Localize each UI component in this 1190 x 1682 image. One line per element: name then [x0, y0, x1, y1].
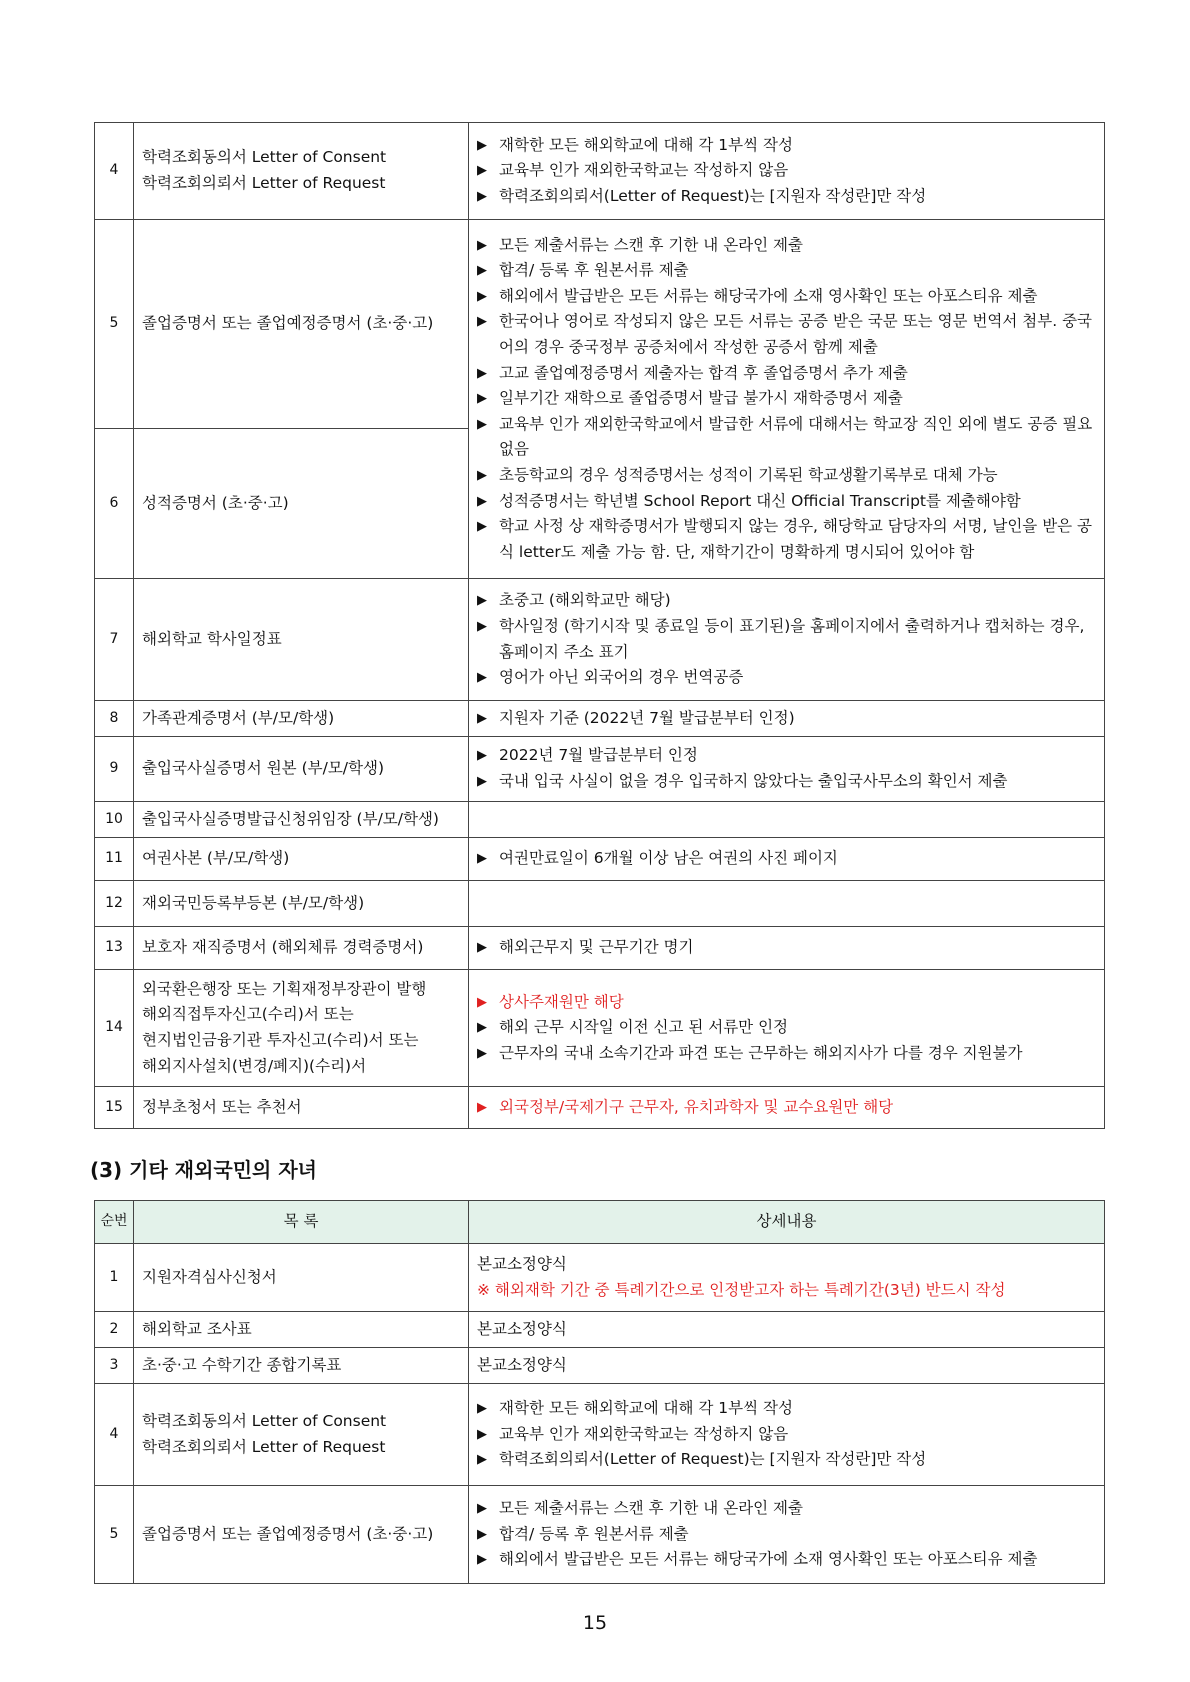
row-number: 14: [95, 970, 134, 1087]
table-row: [95, 579, 1105, 701]
list-item: ▶ 교육부 인가 재외한국학교는 작성하지 않음: [477, 1424, 789, 1443]
document-name: 졸업증명서 또는 졸업예정증명서 (초·중·고): [134, 220, 469, 429]
table-row: [95, 1087, 1105, 1129]
table-row: [95, 1348, 1105, 1384]
document-details: 본교소정양식 ※ 해외재학 기간 중 특례기간으로 인정받고자 하는 특례기간(3년) 반드시 작성: [469, 1244, 1105, 1312]
document-name: 여권사본 (부/모/학생): [134, 838, 469, 881]
list-item: ▶ 교육부 인가 재외한국학교에서 발급한 서류에 대해서는 학교장 직인 외에 별도 공증 필요 없음: [477, 414, 1093, 459]
table-row: [95, 701, 1105, 737]
list-item: ▶ 학사일정 (학기시작 및 종료일 등이 표기된)을 홈페이지에서 출력하거나 캡처하는 경우, 홈페이지 주소 표기: [477, 616, 1085, 661]
list-item: ▶ 일부기간 재학으로 졸업증명서 발급 불가시 재학증명서 제출: [477, 389, 903, 408]
document-details: [469, 701, 1105, 737]
document-details: [469, 123, 1105, 220]
list-item: ▶ 영어가 아닌 외국어의 경우 번역공증: [477, 668, 744, 687]
list-item: ▶ 초중고 (해외학교만 해당): [477, 591, 671, 610]
table-row: [95, 881, 1105, 927]
list-item: ▶ 2022년 7월 발급분부터 인정: [477, 746, 698, 765]
list-item: ▶ 해외에서 발급받은 모든 서류는 해당국가에 소재 영사확인 또는 아포스티유 제출: [477, 286, 1038, 305]
document-name: 보호자 재직증명서 (해외체류 경력증명서): [134, 927, 469, 970]
table-row: [95, 927, 1105, 970]
table-row: [95, 220, 1105, 429]
table-row: [95, 802, 1105, 838]
row-number: 7: [95, 579, 134, 701]
table-row: [95, 838, 1105, 881]
document-name: 졸업증명서 또는 졸업예정증명서 (초·중·고): [134, 1486, 469, 1584]
table-header-row: [95, 1201, 1105, 1244]
document-details: 본교소정양식: [469, 1312, 1105, 1348]
document-details: [469, 970, 1105, 1087]
list-item: ▶ 합격/ 등록 후 원본서류 제출: [477, 261, 689, 280]
table-row: [95, 1244, 1105, 1312]
row-number: 12: [95, 881, 134, 927]
table-row: [95, 1486, 1105, 1584]
document-details: [469, 927, 1105, 970]
row-number: 11: [95, 838, 134, 881]
list-item: ▶ 고교 졸업예정증명서 제출자는 합격 후 졸업증명서 추가 제출: [477, 363, 908, 382]
required-documents-table: [94, 122, 1105, 1129]
document-name: 출입국사실증명서 원본 (부/모/학생): [134, 737, 469, 802]
document-name: 정부초청서 또는 추천서: [134, 1087, 469, 1129]
table-row: [95, 1384, 1105, 1486]
table-row: [95, 737, 1105, 802]
row-number: 2: [95, 1312, 134, 1348]
document-name: 지원자격심사신청서: [134, 1244, 469, 1312]
document-name: 초·중·고 수학기간 종합기록표: [134, 1348, 469, 1384]
document-details: [469, 802, 1105, 838]
list-item: ▶ 학교 사정 상 재학증명서가 발행되지 않는 경우, 해당학교 담당자의 서명, 날인을 받은 공식 letter도 제출 가능 함. 단, 재학기간이 명확하게 명시되어 있어야 함: [477, 517, 1093, 561]
table-row: [95, 1312, 1105, 1348]
table-row: [95, 123, 1105, 220]
row-number: 13: [95, 927, 134, 970]
document-name: 가족관계증명서 (부/모/학생): [134, 701, 469, 737]
header-detail: 상세내용: [469, 1201, 1105, 1244]
document-details: [469, 881, 1105, 927]
list-item: ▶ 재학한 모든 해외학교에 대해 각 1부씩 작성: [477, 135, 793, 154]
row-number: 6: [95, 429, 134, 579]
list-item: ▶ 초등학교의 경우 성적증명서는 성적이 기록된 학교생활기록부로 대체 가능: [477, 465, 998, 484]
document-details: [469, 1486, 1105, 1584]
row-number: 4: [95, 1384, 134, 1486]
note-text: ※ 해외재학 기간 중 특례기간으로 인정받고자 하는 특례기간(3년) 반드시 작성: [477, 1280, 1006, 1299]
section-heading: (3) 기타 재외국민의 자녀: [90, 1158, 317, 1182]
list-item: ▶ 재학한 모든 해외학교에 대해 각 1부씩 작성: [477, 1399, 793, 1418]
row-number: 8: [95, 701, 134, 737]
list-item: ▶ 해외에서 발급받은 모든 서류는 해당국가에 소재 영사확인 또는 아포스티유 제출: [477, 1550, 1038, 1569]
list-item: ▶ 지원자 기준 (2022년 7월 발급분부터 인정): [477, 708, 795, 727]
list-item: ▶ 해외근무지 및 근무기간 명기: [477, 938, 694, 957]
row-number: 10: [95, 802, 134, 838]
row-number: 3: [95, 1348, 134, 1384]
list-item: ▶ 근무자의 국내 소속기간과 파견 또는 근무하는 해외지사가 다를 경우 지원불가: [477, 1043, 1023, 1062]
document-name: 해외학교 조사표: [134, 1312, 469, 1348]
list-item: ▶ 모든 제출서류는 스캔 후 기한 내 온라인 제출: [477, 1499, 804, 1518]
list-item: ▶ 모든 제출서류는 스캔 후 기한 내 온라인 제출: [477, 235, 804, 254]
list-item: ▶ 국내 입국 사실이 없을 경우 입국하지 않았다는 출입국사무소의 확인서 제출: [477, 772, 1008, 790]
row-number: 9: [95, 737, 134, 802]
list-item: ▶ 한국어나 영어로 작성되지 않은 모든 서류는 공증 받은 국문 또는 영문 번역서 첨부. 중국어의 경우 중국정부 공증처에서 작성한 공증서 함께 제출: [477, 312, 1093, 357]
row-number: 1: [95, 1244, 134, 1312]
document-name: 학력조회동의서 Letter of Consent 학력조회의뢰서 Letter of Request: [134, 1384, 469, 1486]
document-details: [469, 220, 1105, 579]
document-name: 출입국사실증명발급신청위임장 (부/모/학생): [134, 802, 469, 838]
list-item: ▶ 학력조회의뢰서(Letter of Request)는 [지원자 작성란]만 작성: [477, 186, 927, 205]
document-details: [469, 1384, 1105, 1486]
document-name: 학력조회동의서 Letter of Consent 학력조회의뢰서 Letter of Request: [134, 123, 469, 220]
header-item: 목 록: [134, 1201, 469, 1244]
document-details: 본교소정양식: [469, 1348, 1105, 1384]
row-number: 15: [95, 1087, 134, 1129]
header-number: 순번: [95, 1201, 134, 1244]
document-details: [469, 838, 1105, 881]
row-number: 4: [95, 123, 134, 220]
document-details: [469, 737, 1105, 802]
document-name: 해외학교 학사일정표: [134, 579, 469, 701]
row-number: 5: [95, 1486, 134, 1584]
other-overseas-documents-table: [94, 1200, 1105, 1584]
list-item: ▶ 합격/ 등록 후 원본서류 제출: [477, 1524, 689, 1543]
list-item: ▶ 성적증명서는 학년별 School Report 대신 Official Transcript를 제출해야함: [477, 491, 1021, 510]
table-row: [95, 970, 1105, 1087]
list-item: ▶ 해외 근무 시작일 이전 신고 된 서류만 인정: [477, 1018, 789, 1037]
document-details: [469, 1087, 1105, 1129]
list-item: ▶ 상사주재원만 해당: [477, 992, 624, 1011]
document-name: 성적증명서 (초·중·고): [134, 429, 469, 579]
document-name: 재외국민등록부등본 (부/모/학생): [134, 881, 469, 927]
list-item: ▶ 교육부 인가 재외한국학교는 작성하지 않음: [477, 161, 789, 180]
document-name: 외국환은행장 또는 기획재정부장관이 발행 해외직접투자신고(수리)서 또는 현지법인금융기관 투자신고(수리)서 또는 해외지사설치(변경/폐지)(수리)서: [134, 970, 469, 1087]
list-item: ▶ 여권만료일이 6개월 이상 남은 여권의 사진 페이지: [477, 849, 838, 868]
page-number: 15: [582, 1612, 608, 1634]
list-item: ▶ 외국정부/국제기구 근무자, 유치과학자 및 교수요원만 해당: [477, 1097, 894, 1116]
document-details: [469, 579, 1105, 701]
row-number: 5: [95, 220, 134, 429]
list-item: ▶ 학력조회의뢰서(Letter of Request)는 [지원자 작성란]만 작성: [477, 1450, 927, 1469]
